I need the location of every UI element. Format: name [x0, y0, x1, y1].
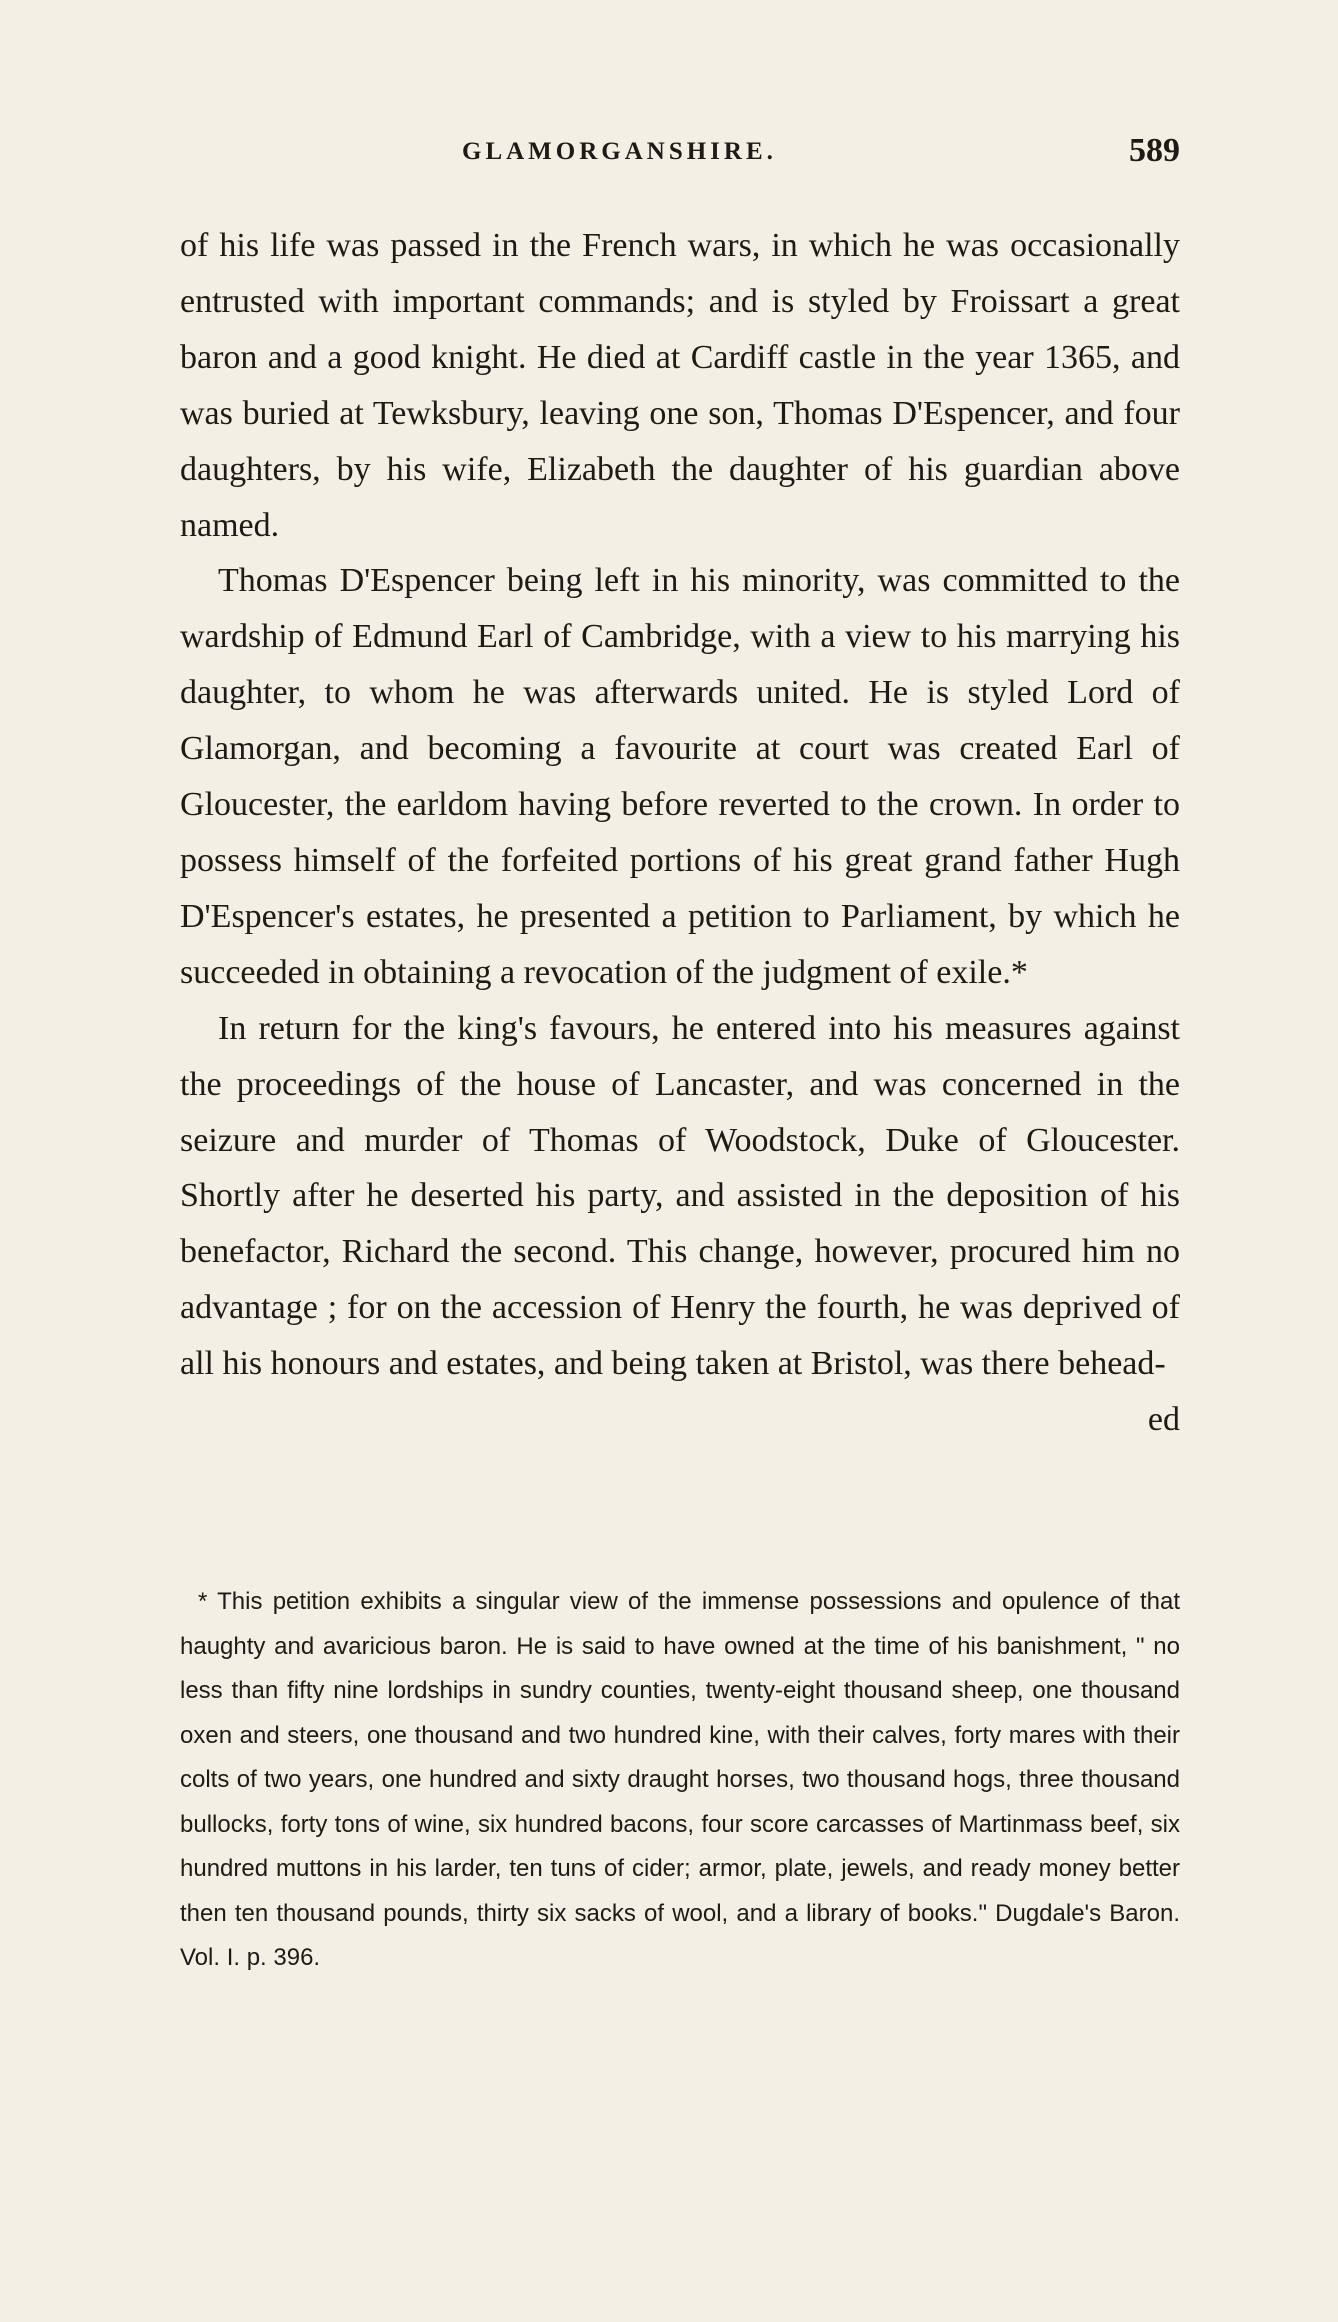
paragraph-3: In return for the king's favours, he entered into his measures against the proceedings of the house of Lancaster, and was concerned in the seizure and murder of Thomas of Woodstock, Duke of Gloucester. Shortly after he deserted his party, and assisted in the deposition of his benefactor, Richard the second. This change, however, procured him no advantage ; for on the accession of Henry the fourth, he was deprived of all his honours and estates, and being taken at Bristol, was there behead- — [180, 1009, 1180, 1383]
paragraph-1: of his life was passed in the French wars, in which he was occasionally entrusted with important commands; and is styled by Froissart a great baron and a good knight. He died at Cardiff castle in the year 1365, and was buried at Tewksbury, leaving one son, Thomas D'Espencer, and four daughters, by his wife, Elizabeth the daughter of his guardian above named. — [180, 227, 1180, 544]
footnote — [180, 1580, 1180, 1981]
main-text — [180, 218, 1180, 1448]
running-title: GLAMORGANSHIRE. — [462, 138, 777, 165]
catchword: ed — [1147, 1401, 1180, 1439]
page-header — [180, 132, 1180, 178]
paragraph-2: Thomas D'Espencer being left in his minority, was committed to the wardship of Edmund Earl of Cambridge, with a view to his marrying his daughter, to whom he was afterwards united. He is styled Lord of Glamorgan, and becoming a favourite at court was created Earl of Gloucester, the earldom having before reverted to the crown. In order to possess himself of the forfeited portions of his great grand father Hugh D'Espencer's estates, he presented a petition to Parliament, by which he succeeded in obtaining a revocation of the judgment of exile.* — [180, 562, 1180, 991]
page-number: 589 — [1129, 132, 1180, 169]
footnote-text: * This petition exhibits a singular view of the immense possessions and opulence of that haughty and avaricious baron. He is said to have owned at the time of his banishment, " no less than fifty nine lordships in sundry counties, twenty-eight thousand sheep, one thousand oxen and steers, one thousand and two hundred kine, with their calves, forty mares with their colts of two years, one hundred and sixty draught horses, two thousand hogs, three thousand bullocks, forty tons of wine, six hundred bacons, four score carcasses of Martinmass beef, six hundred muttons in his larder, ten tuns of cider; armor, plate, jewels, and ready money better then ten thousand pounds, thirty six sacks of wool, and a library of books." Dugdale's Baron. Vol. I. p. 396. — [180, 1588, 1180, 1971]
